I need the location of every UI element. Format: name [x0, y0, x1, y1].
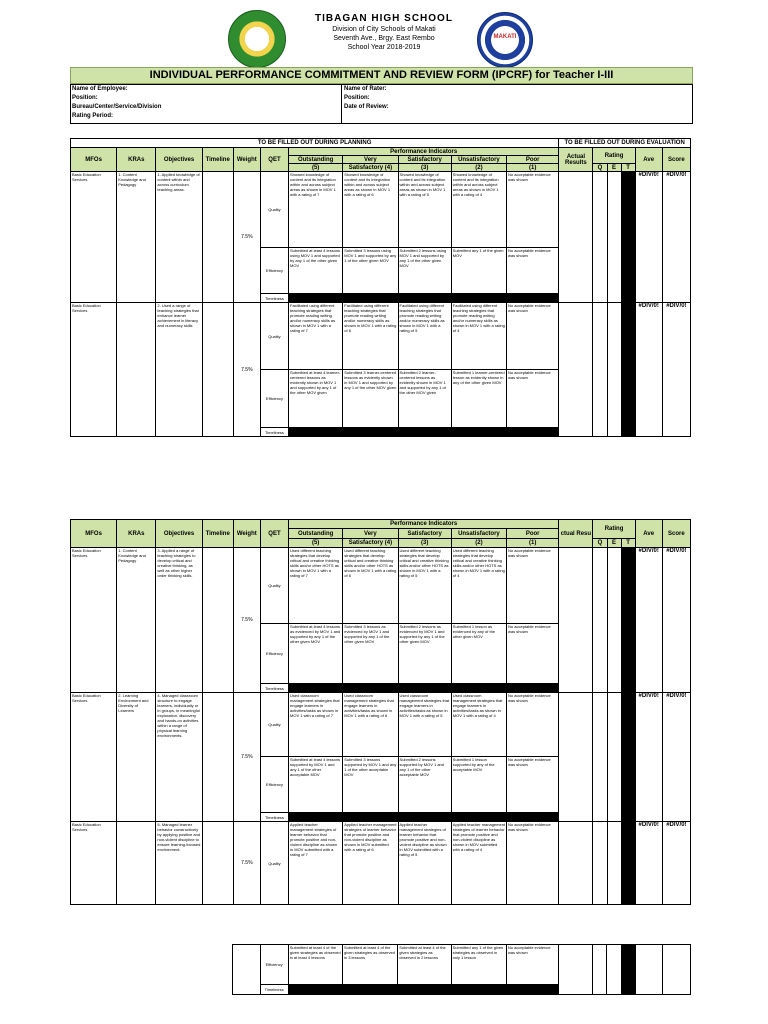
t-header: T: [621, 539, 635, 548]
score-cell: #DIV/0!: [662, 548, 690, 693]
objective-cell: 5. Managed learner behavior constructively by applying positive and non-violent discipline to ensure learning-focused environment.: [156, 822, 202, 905]
weight-header: Weight: [233, 148, 260, 172]
indicator-cell: Submitted 2 lessons supported by MOV 1 and any 1 of the other acceptable MOV: [398, 757, 451, 813]
info-divider: [341, 84, 342, 123]
efficiency-label: Efficiency: [260, 370, 288, 428]
school-year: School Year 2018-2019: [347, 44, 421, 51]
poor-num: (1): [507, 539, 559, 548]
actual-results-header: Actual Results: [559, 148, 593, 172]
indicator-cell: Facilitated using different teaching strategies that promote reading writing and/or numeracy skills as shown in MOV 1 with a rating of 5: [398, 303, 451, 370]
timeliness-label: Timeliness: [260, 428, 288, 437]
ave-cell: #DIV/0!: [635, 548, 662, 693]
indicator-cell: Submitted at least 4 of the given strategies as observed in 3 lessons: [342, 945, 397, 985]
indicator-cell: Showed knowledge of content and its integration within and across subject areas as shown in MOV 1 with a rating of 6: [343, 172, 398, 248]
quality-label: Quality: [260, 693, 288, 757]
indicator-cell: Submitted at least 4 of the given strategies as observed in 2 lessons: [398, 945, 451, 985]
poor-num: (1): [507, 164, 559, 172]
timeline-header: Timeline: [202, 520, 233, 548]
actual-results-cell[interactable]: [559, 945, 593, 995]
q-header: Q: [593, 539, 607, 548]
indicator-cell: No acceptable evidence was shown: [507, 624, 559, 684]
timeliness-blackout: [289, 813, 559, 822]
planning-header: TO BE FILLED OUT DURING PLANNING: [71, 139, 559, 148]
indicator-cell: Applied teacher management strategies of learner behavior that promote positive and non-violent discipline as shown in MOV submitted with a rating of 5: [398, 822, 451, 905]
indicator-cell: Showed knowledge of content and its integration within and across subject areas as shown in MOV 1 with a rating of 7: [289, 172, 343, 248]
timeline-cell: [202, 945, 233, 995]
very-satisfactory-header: Very: [343, 529, 398, 539]
q-header: Q: [593, 164, 607, 172]
ipcrf-table-3: [70, 944, 691, 995]
rater-name-label: Name of Rater:: [344, 86, 387, 92]
info-right: [344, 85, 389, 112]
indicator-cell: Submitted at least 4 learner-centered lessons as evidently shown in MOV 1 and supported by any 1 of the other MOV given: [289, 370, 343, 428]
indicator-cell: Used different teaching strategies that develop critical and creative thinking skills and/or other HOTS as shown in MOV 1 with a rating of 4: [451, 548, 506, 624]
ave-cell: #DIV/0!: [635, 693, 662, 822]
indicator-cell: Facilitated using different teaching strategies that promote reading writing and/or numeracy skills as shown in MOV 1 with a rating of 4: [451, 303, 506, 370]
very-satisfactory-num: Satisfactory (4): [343, 539, 398, 548]
rater-position-label: Position:: [344, 95, 370, 101]
indicator-cell: Submitted at least 4 lessons supported by MOV 1 and any 1 of the other acceptable MOV: [289, 757, 343, 813]
kra-cell: 2. Learning Environment and Diversity of Learners: [117, 693, 156, 822]
blank-cell: [155, 945, 201, 995]
t-rating-cell: [621, 548, 635, 693]
rating-period-label: Rating Period:: [72, 113, 114, 119]
objective-cell: 4. Managed classroom structure to engage learners, individually or in groups, in meaningful exploration, discovery and hands-on activities within a range of physical learning environments.: [156, 693, 202, 822]
info-left: [72, 85, 161, 121]
indicator-cell: Submitted 3 lessons using MOV 1 and supported by any 1 of the other given MOV: [343, 248, 398, 294]
timeliness-label: Timeliness: [260, 294, 288, 303]
e-header: E: [607, 164, 621, 172]
outstanding-header: Outstanding: [289, 156, 343, 164]
ipcrf-table-1: [70, 138, 691, 437]
mfo-cell: Basic Education Services: [71, 548, 117, 693]
timeliness-blackout: [288, 985, 558, 995]
satisfactory-header: Satisfactory: [398, 529, 451, 539]
qet-header: QET: [260, 148, 288, 172]
indicator-cell: Applied teacher management strategies of learner behavior that promote positive and non-violent discipline as shown in MOV submitted with a rating of 6: [343, 822, 398, 905]
kras-header: KRAs: [117, 148, 156, 172]
blank-cell: [70, 945, 116, 995]
qet-header: QET: [260, 520, 288, 548]
indicator-cell: Submitted 2 learner-centered lessons as evidently shown in MOV 1 and supported by any 1 of the other MOV given: [398, 370, 451, 428]
objective-cell: 3. Applied a range of teaching strategies to develop critical and creative thinking, as well as other higher order thinking skills.: [156, 548, 202, 693]
efficiency-label: Efficiency: [260, 757, 288, 813]
timeline-cell: [202, 303, 233, 437]
t-rating-cell: [621, 172, 635, 303]
actual-results-cell[interactable]: [559, 548, 593, 693]
mfo-cell: Basic Education Services: [71, 693, 117, 822]
indicator-cell: Used different teaching strategies that develop critical and creative thinking skills and/or other HOTS as shown in MOV 1 with a rating of 7: [289, 548, 343, 624]
ipcrf-table-2: [70, 519, 691, 905]
employee-position-label: Position:: [72, 95, 98, 101]
actual-results-cell[interactable]: [559, 693, 593, 822]
very-satisfactory-num: Satisfactory (4): [343, 164, 398, 172]
evaluation-header: TO BE FILLED OUT DURING EVALUATION: [559, 139, 691, 148]
timeline-cell: [202, 172, 233, 303]
t-header: T: [621, 164, 635, 172]
weight-cell: 7.5%: [233, 693, 260, 822]
indicator-cell: Submitted at least 4 of the given strategies as observed in at least 4 lessons: [288, 945, 342, 985]
actual-results-cell[interactable]: [559, 172, 593, 303]
address: Seventh Ave., Brgy. East Rembo: [333, 35, 435, 42]
timeliness-label: Timeliness: [260, 684, 288, 693]
mfos-header: MFOs: [71, 520, 117, 548]
e-rating-cell[interactable]: [607, 693, 621, 822]
indicator-cell: Used different teaching strategies that develop critical and creative thinking skills and/or other HOTS as shown in MOV 1 with a rating of 6: [343, 548, 398, 624]
indicator-cell: Submitted any 1 of the given MOV: [451, 248, 506, 294]
indicator-cell: Used classroom management strategies that engage learners in activities/tasks as shown in MOV 1 with a rating of 7: [289, 693, 343, 757]
blank-cell: [116, 945, 155, 995]
mfo-cell: Basic Education Services: [71, 822, 117, 905]
indicator-cell: Submitted 3 learner-centered lessons as evidently shown in MOV 1 and supported by any 1 of the other MOV given: [343, 370, 398, 428]
indicator-cell: Submitted at least 4 lessons as evidenced by MOV 1 and supported by any 1 of the other given MOV: [289, 624, 343, 684]
unsatisfactory-num: (2): [451, 164, 506, 172]
mfos-header: MFOs: [71, 148, 117, 172]
indicator-cell: Submitted 2 lessons as evidenced by MOV 1 and supported by any 1 of the other given MOV: [398, 624, 451, 684]
indicator-cell: No acceptable evidence was shown: [506, 945, 558, 985]
q-rating-cell[interactable]: [593, 303, 607, 437]
kra-cell: [117, 303, 156, 437]
objective-cell: 1. Applied knowledge of content within and across curriculum teaching areas.: [156, 172, 202, 303]
poor-header: Poor: [507, 156, 559, 164]
weight-cell: 7.5%: [233, 822, 260, 905]
score-cell: #DIV/0!: [662, 822, 690, 905]
indicator-cell: Submitted 1 lesson as evidenced by any of the other given MOV: [451, 624, 506, 684]
quality-label: Quality: [260, 303, 288, 370]
t-rating-cell: [621, 693, 635, 822]
ave-header: Ave: [635, 148, 662, 172]
seal-text: MAKATI: [493, 34, 517, 40]
objectives-header: Objectives: [156, 520, 202, 548]
q-rating-cell[interactable]: [593, 822, 607, 905]
indicator-cell: Submitted any 1 of the given strategies as observed in only 1 lesson: [451, 945, 506, 985]
performance-indicators-header: Performance Indicators: [289, 148, 559, 156]
indicator-cell: No acceptable evidence was shown: [507, 248, 559, 294]
division: Division of City Schools of Makati: [332, 26, 436, 33]
indicator-cell: No acceptable evidence was shown: [507, 822, 559, 905]
e-rating-cell[interactable]: [607, 945, 621, 995]
kras-header: KRAs: [117, 520, 156, 548]
timeliness-blackout: [289, 428, 559, 437]
form-title: INDIVIDUAL PERFORMANCE COMMITMENT AND REVIEW FORM (IPCRF) for Teacher I-III: [70, 67, 693, 84]
e-rating-cell[interactable]: [607, 822, 621, 905]
indicator-cell: Applied teacher management strategies of learner behavior that promote positive and non-violent discipline as shown in MOV submitted with a rating of 7: [289, 822, 343, 905]
indicator-cell: Submitted 1 lesson supported by any of the acceptable MOV: [451, 757, 506, 813]
timeliness-blackout: [289, 684, 559, 693]
indicator-cell: Showed knowledge of content and its integration within and across subject areas as shown in MOV 1 with a rating of 4: [451, 172, 506, 248]
very-satisfactory-header: Very: [343, 156, 398, 164]
kra-cell: 1. Content Knowledge and Pedagogy: [117, 548, 156, 693]
indicator-cell: Facilitated using different teaching strategies that promote reading writing and/or numeracy skills as shown in MOV 1 with a rating of 6: [343, 303, 398, 370]
weight-header: Weight: [233, 520, 260, 548]
weight-cell: 7.5%: [233, 548, 260, 693]
employee-name-label: Name of Employee:: [72, 86, 128, 92]
indicator-cell: Submitted 2 lessons using MOV 1 and supported by any 1 of the other given MOV: [398, 248, 451, 294]
ave-cell: #DIV/0!: [635, 172, 662, 303]
indicator-cell: Submitted at least 4 lessons using MOV 1 and supported by any 1 of the other given MOV: [289, 248, 343, 294]
indicator-cell: Facilitated using different teaching strategies that promote reading writing and/or numeracy skills as shown in MOV 1 with a rating of 7: [289, 303, 343, 370]
score-header: Score: [662, 520, 690, 548]
rating-header: Rating: [593, 148, 635, 164]
timeliness-label: Timeliness: [260, 985, 288, 995]
weight-cell: 7.5%: [233, 303, 260, 437]
weight-cell: [233, 945, 260, 995]
ave-cell: #DIV/0!: [635, 822, 662, 905]
timeline-cell: [202, 693, 233, 822]
e-rating-cell[interactable]: [607, 548, 621, 693]
indicator-cell: No acceptable evidence was shown: [507, 548, 559, 624]
indicator-cell: Used classroom management strategies that engage learners in activities/tasks as shown in MOV 1 with a rating of 4: [451, 693, 506, 757]
q-rating-cell[interactable]: [593, 548, 607, 693]
indicator-cell: Submitted 1 learner-centered lesson as evidently shown in any of the other given MOV: [451, 370, 506, 428]
unsatisfactory-num: (2): [451, 539, 506, 548]
outstanding-header: Outstanding: [289, 529, 343, 539]
score-cell: #DIV/0!: [662, 172, 690, 303]
efficiency-label: Efficiency: [260, 624, 288, 684]
q-rating-cell[interactable]: [593, 172, 607, 303]
actual-results-cell[interactable]: [559, 303, 593, 437]
performance-indicators-header: Performance Indicators: [289, 520, 559, 529]
bureau-label: Bureau/Center/Service/Division: [72, 104, 162, 110]
outstanding-num: (5): [289, 539, 343, 548]
quality-label: Quality: [260, 172, 288, 248]
indicator-cell: Used different teaching strategies that develop critical and creative thinking skills and/or other HOTS as shown in MOV 1 with a rating of 5: [398, 548, 451, 624]
t-rating-cell: [621, 822, 635, 905]
t-rating-cell: [621, 945, 635, 995]
e-rating-cell[interactable]: [607, 172, 621, 303]
t-rating-cell: [621, 303, 635, 437]
timeline-header: Timeline: [202, 148, 233, 172]
indicator-cell: No acceptable evidence was shown: [507, 172, 559, 248]
satisfactory-num: (3): [398, 164, 451, 172]
kra-cell: 1. Content Knowledge and Pedagogy: [117, 172, 156, 303]
school-name: TIBAGAN HIGH SCHOOL: [315, 13, 453, 24]
mfo-cell: Basic Education Services: [71, 303, 117, 437]
ave-cell: #DIV/0!: [635, 303, 662, 437]
timeline-cell: [202, 822, 233, 905]
ave-header: Ave: [635, 520, 662, 548]
timeline-cell: [202, 548, 233, 693]
q-rating-cell[interactable]: [593, 945, 607, 995]
weight-cell: 7.5%: [233, 172, 260, 303]
efficiency-label: Efficiency: [260, 945, 288, 985]
unsatisfactory-header: Unsatisfactory: [451, 156, 506, 164]
score-cell: #DIV/0!: [662, 693, 690, 822]
quality-label: Quality: [260, 822, 288, 905]
indicator-cell: Used classroom management strategies that engage learners in activities/tasks as shown in MOV 1 with a rating of 6: [343, 693, 398, 757]
indicator-cell: No acceptable evidence was shown: [507, 303, 559, 370]
objective-cell: 2. Used a range of teaching strategies that enhance learner achievement in literacy and numeracy skills: [156, 303, 202, 437]
satisfactory-header: Satisfactory: [398, 156, 451, 164]
indicator-cell: Used classroom management strategies that engage learners in activities/tasks as shown in MOV 1 with a rating of 5: [398, 693, 451, 757]
indicator-cell: No acceptable evidence was shown: [507, 370, 559, 428]
indicator-cell: Submitted 3 lessons as evidenced by MOV 1 and supported by any 1 of the other given MOV: [343, 624, 398, 684]
indicator-cell: No acceptable evidence was shown: [507, 757, 559, 813]
indicator-cell: Submitted 3 lessons supported by MOV 1 and any 1 of the other acceptable MOV: [343, 757, 398, 813]
mfo-cell: Basic Education Services: [71, 172, 117, 303]
outstanding-num: (5): [289, 164, 343, 172]
rating-header: Rating: [593, 520, 635, 539]
score-cell: #DIV/0!: [662, 303, 690, 437]
indicator-cell: Showed knowledge of content and its integration within and across subject areas as shown in MOV 1 with a rating of 5: [398, 172, 451, 248]
e-rating-cell[interactable]: [607, 303, 621, 437]
review-date-label: Date of Review:: [344, 104, 389, 110]
score-cell: [662, 945, 690, 995]
quality-label: Quality: [260, 548, 288, 624]
objectives-header: Objectives: [156, 148, 202, 172]
indicator-cell: No acceptable evidence was shown: [507, 693, 559, 757]
indicator-cell: Applied teacher management strategies of learner behavior that promote positive and non-violent discipline as shown in MOV submitted with a rating of 4: [451, 822, 506, 905]
actual-results-cell[interactable]: [559, 822, 593, 905]
unsatisfactory-header: Unsatisfactory: [451, 529, 506, 539]
ave-cell: [635, 945, 662, 995]
efficiency-label: Efficiency: [260, 248, 288, 294]
timeliness-blackout: [289, 294, 559, 303]
score-header: Score: [662, 148, 690, 172]
poor-header: Poor: [507, 529, 559, 539]
actual-results-header: ctual Resu: [559, 520, 593, 548]
q-rating-cell[interactable]: [593, 693, 607, 822]
timeliness-label: Timeliness: [260, 813, 288, 822]
satisfactory-num: (3): [398, 539, 451, 548]
kra-cell: [117, 822, 156, 905]
e-header: E: [607, 539, 621, 548]
